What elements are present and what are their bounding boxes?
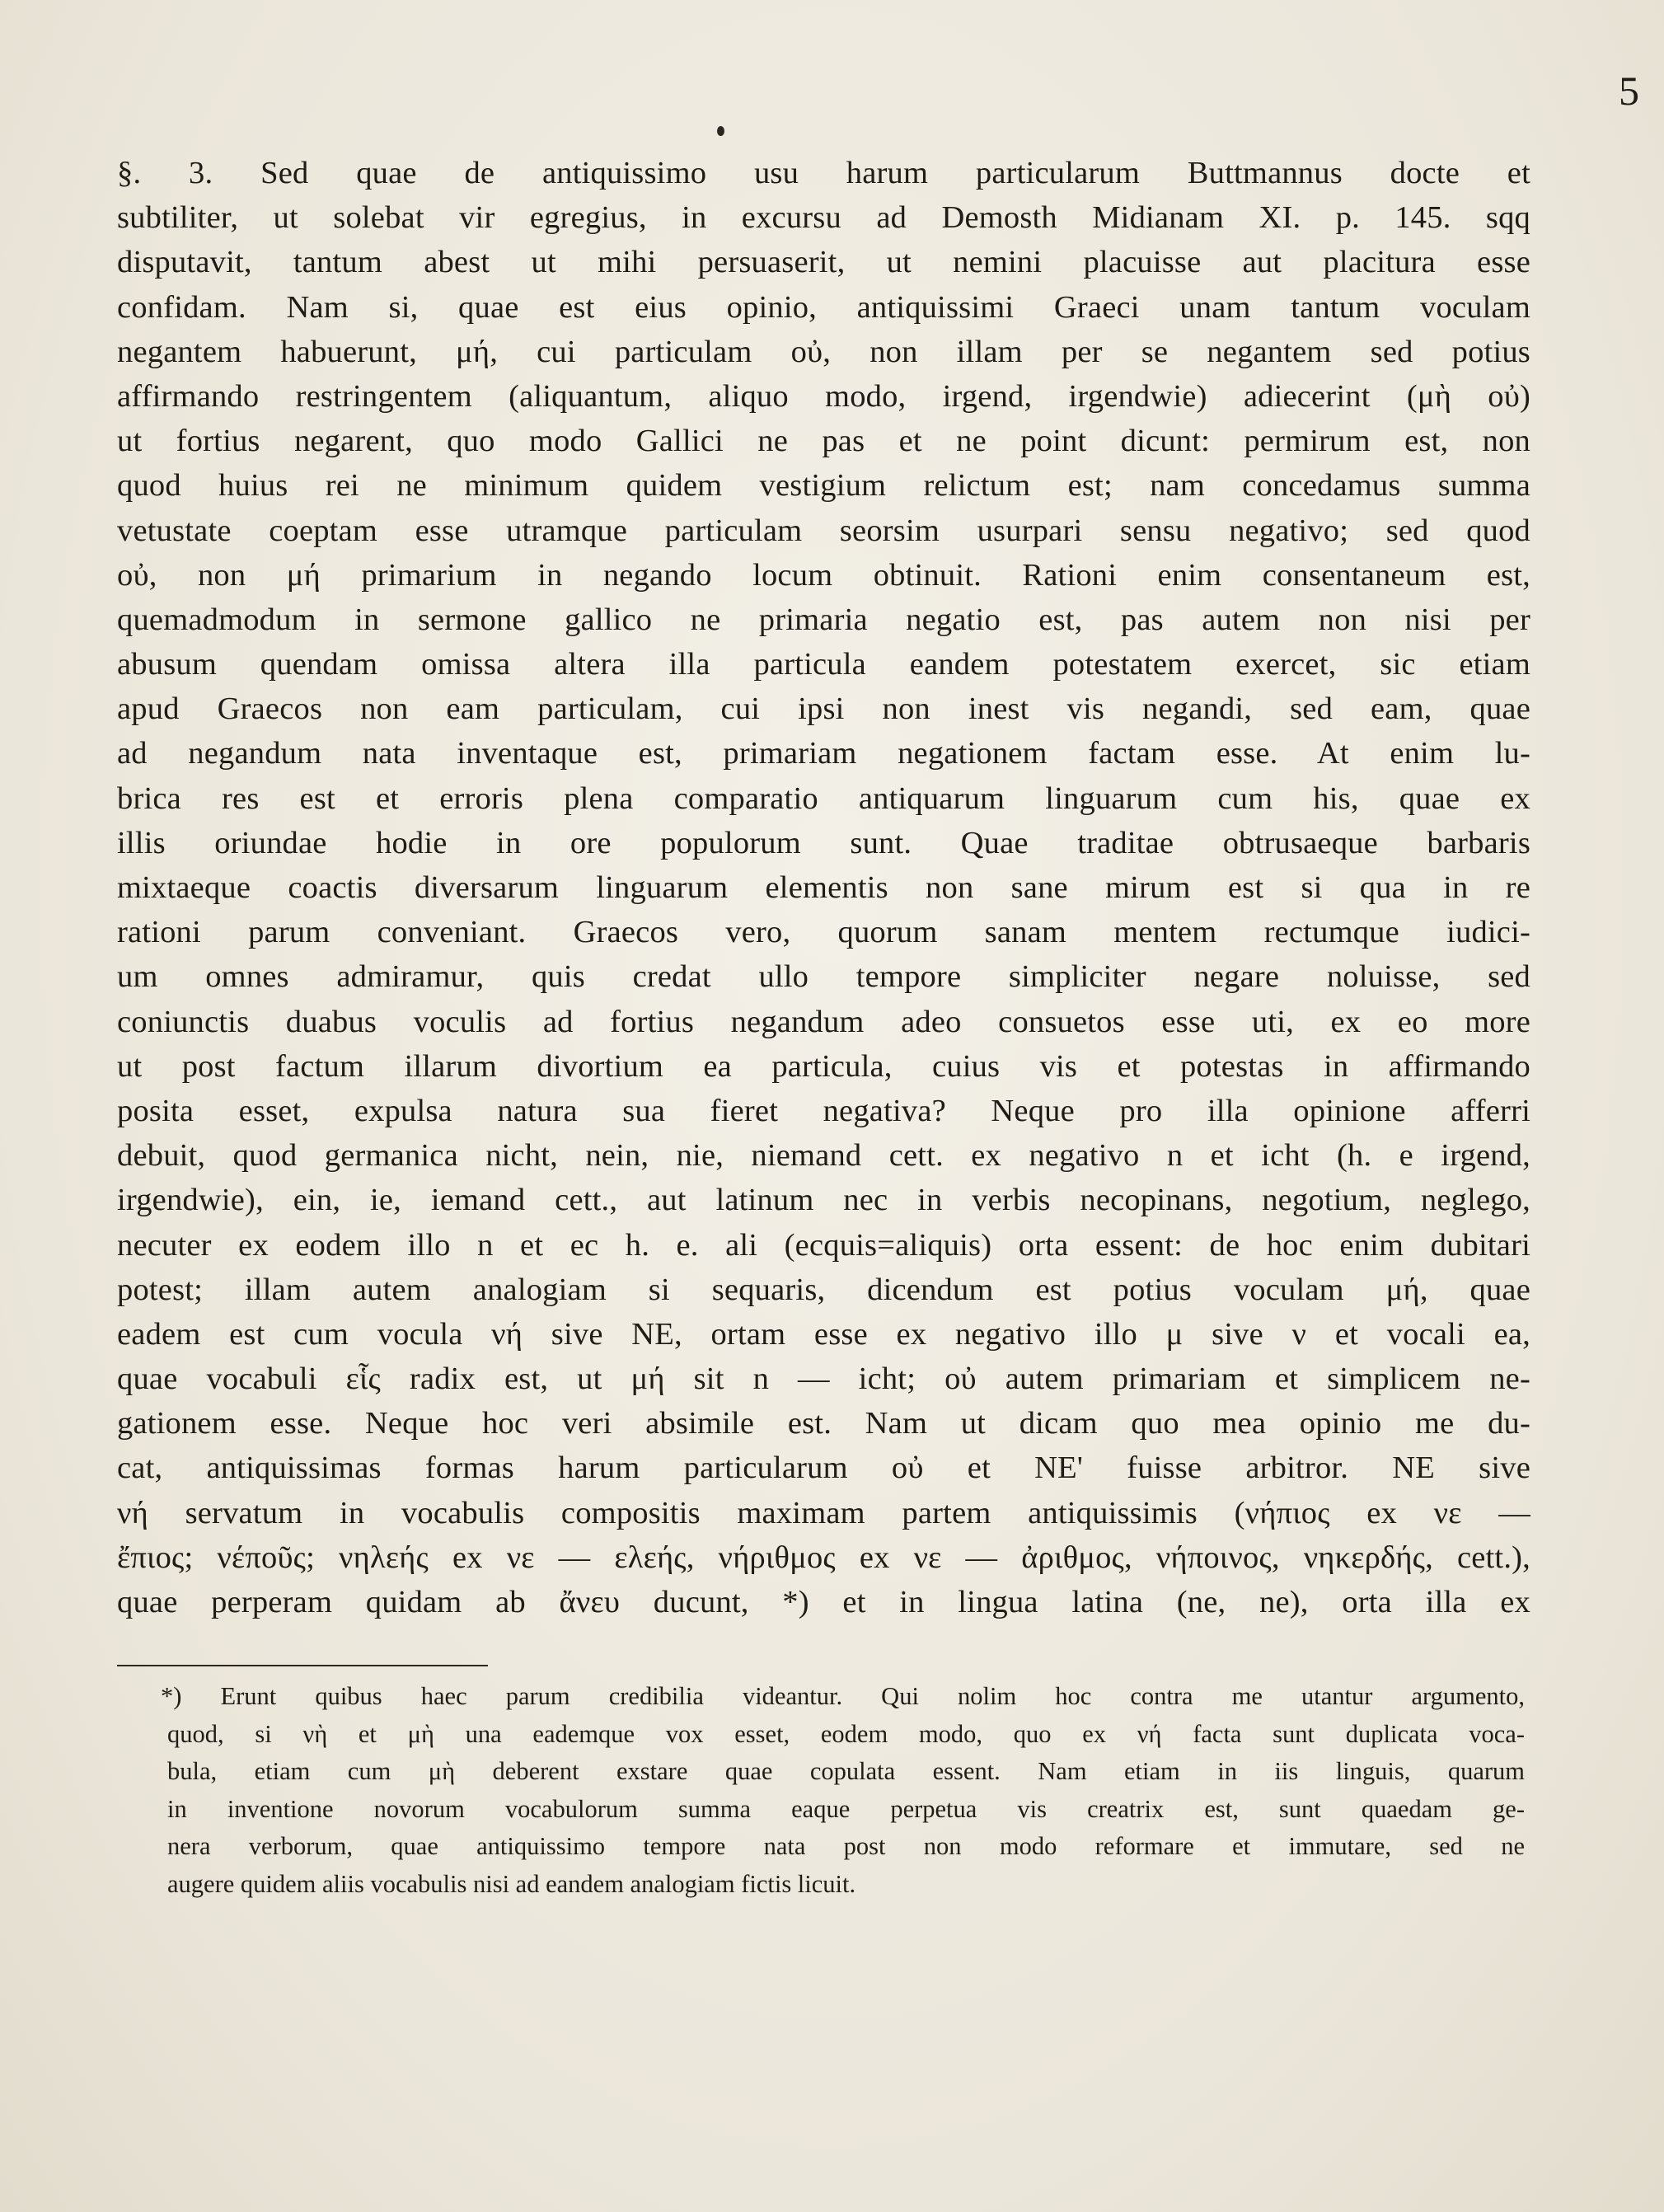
body-line: irgendwie), ein, ie, iemand cett., aut latinum nec in verbis necopinans, negotium, neglego, — [117, 1183, 1530, 1218]
body-line: um omnes admiramur, quis credat ullo tempore simpliciter negare noluisse, sed — [117, 959, 1530, 995]
body-line: vetustate coeptam esse utramque particulam seorsim usurpari sensu negativo; sed quod — [117, 513, 1530, 548]
footnote-line: *) Erunt quibus haec parum credibilia videantur. Qui nolim hoc contra me utantur argumento, — [161, 1682, 1525, 1710]
body-line: brica res est et erroris plena comparatio antiquarum linguarum cum his, quae ex — [117, 780, 1530, 816]
page-number: 5 — [1619, 68, 1639, 114]
body-line: ad negandum nata inventaque est, primariam negationem factam esse. At enim lu- — [117, 736, 1530, 771]
printer-mark — [717, 126, 724, 136]
body-line: disputavit, tantum abest ut mihi persuaserit, ut nemini placuisse aut placitura esse — [117, 245, 1530, 280]
body-line: confidam. Nam si, quae est eius opinio, antiquissimi Graeci unam tantum voculam — [117, 289, 1530, 325]
body-text — [117, 151, 1530, 1624]
footnote-line: nera verborum, quae antiquissimo tempore nata post non modo reformare et immutare, sed ne — [167, 1832, 1525, 1860]
footnotes — [161, 1678, 1525, 1903]
body-line: gationem esse. Neque hoc veri absimile est. Nam ut dicam quo mea opinio me du- — [117, 1406, 1530, 1441]
footnote-line: augere quidem aliis vocabulis nisi ad eandem analogiam fictis licuit. — [167, 1869, 856, 1898]
body-line: rationi parum conveniant. Graecos vero, quorum sanam mentem rectumque iudici- — [117, 915, 1530, 950]
footnote-line: in inventione novorum vocabulorum summa eaque perpetua vis creatrix est, sunt quaedam ge- — [167, 1794, 1525, 1823]
body-line: negantem habuerunt, μή, cui particulam οὐ, non illam per se negantem sed potius — [117, 334, 1530, 369]
body-line: illis oriundae hodie in ore populorum sunt. Quae traditae obtrusaeque barbaris — [117, 825, 1530, 860]
footnote-line: quod, si νὴ et μὴ una eademque vox esset, eodem modo, quo ex νή facta sunt duplicata voca- — [167, 1719, 1525, 1748]
body-line: cat, antiquissimas formas harum particularum οὐ et NE' fuisse arbitror. NE sive — [117, 1450, 1530, 1486]
body-line: mixtaeque coactis diversarum linguarum elementis non sane mirum est si qua in re — [117, 870, 1530, 905]
body-line: §. 3. Sed quae de antiquissimo usu harum particularum Buttmannus docte et — [117, 156, 1530, 190]
body-line: subtiliter, ut solebat vir egregius, in excursu ad Demosth Midianam XI. p. 145. sqq — [117, 200, 1530, 236]
body-line: quod huius rei ne minimum quidem vestigium relictum est; nam concedamus summa — [117, 468, 1530, 504]
body-line: quae perperam quidam ab ἄνευ ducunt, *) et in lingua latina (ne, ne), orta illa ex — [117, 1585, 1530, 1619]
body-line: potest; illam autem analogiam si sequaris, dicendum est potius voculam μή, quae — [117, 1272, 1530, 1307]
body-line: οὐ, non μή primarium in negando locum obtinuit. Rationi enim consentaneum est, — [117, 557, 1530, 593]
body-line: quae vocabuli εἷς radix est, ut μή sit n — icht; οὐ autem primariam et simplicem ne- — [117, 1361, 1530, 1397]
body-line: ut post factum illarum divortium ea particula, cuius vis et potestas in affirmando — [117, 1048, 1530, 1084]
body-line: debuit, quod germanica nicht, nein, nie, niemand cett. ex negativo n et icht (h. e irgend, — [117, 1138, 1530, 1174]
footnote-rule — [117, 1665, 488, 1666]
body-line: necuter ex eodem illo n et ec h. e. ali (ecquis=aliquis) orta essent: de hoc enim dubitari — [117, 1227, 1530, 1263]
body-line: eadem est cum vocula νή sive NE, ortam esse ex negativo illo μ sive ν et vocali ea, — [117, 1316, 1530, 1352]
body-line: apud Graecos non eam particulam, cui ipsi non inest vis negandi, sed eam, quae — [117, 691, 1530, 727]
body-line: quemadmodum in sermone gallico ne primaria negatio est, pas autem non nisi per — [117, 602, 1530, 637]
body-line: abusum quendam omissa altera illa particula eandem potestatem exercet, sic etiam — [117, 647, 1530, 682]
body-line: affirmando restringentem (aliquantum, aliquo modo, irgend, irgendwie) adiecerint (μὴ οὐ) — [117, 378, 1530, 414]
body-line: posita esset, expulsa natura sua fieret negativa? Neque pro illa opinione afferri — [117, 1093, 1530, 1128]
body-line: ἔπιος; νέποῦς; νηλεής ex νε — ελεής, νήριθμος ex νε — ἀριθμος, νήποινος, νηκερδής, cett.), — [117, 1539, 1530, 1575]
body-line: νή servatum in vocabulis compositis maximam partem antiquissimis (νήπιος ex νε — — [117, 1495, 1530, 1530]
body-line: coniunctis duabus voculis ad fortius negandum adeo consuetos esse uti, ex eo more — [117, 1004, 1530, 1039]
footnote-line: bula, etiam cum μὴ deberent exstare quae copulata essent. Nam etiam in iis linguis, quarum — [167, 1757, 1525, 1785]
body-line: ut fortius negarent, quo modo Gallici ne pas et ne point dicunt: permirum est, non — [117, 424, 1530, 459]
